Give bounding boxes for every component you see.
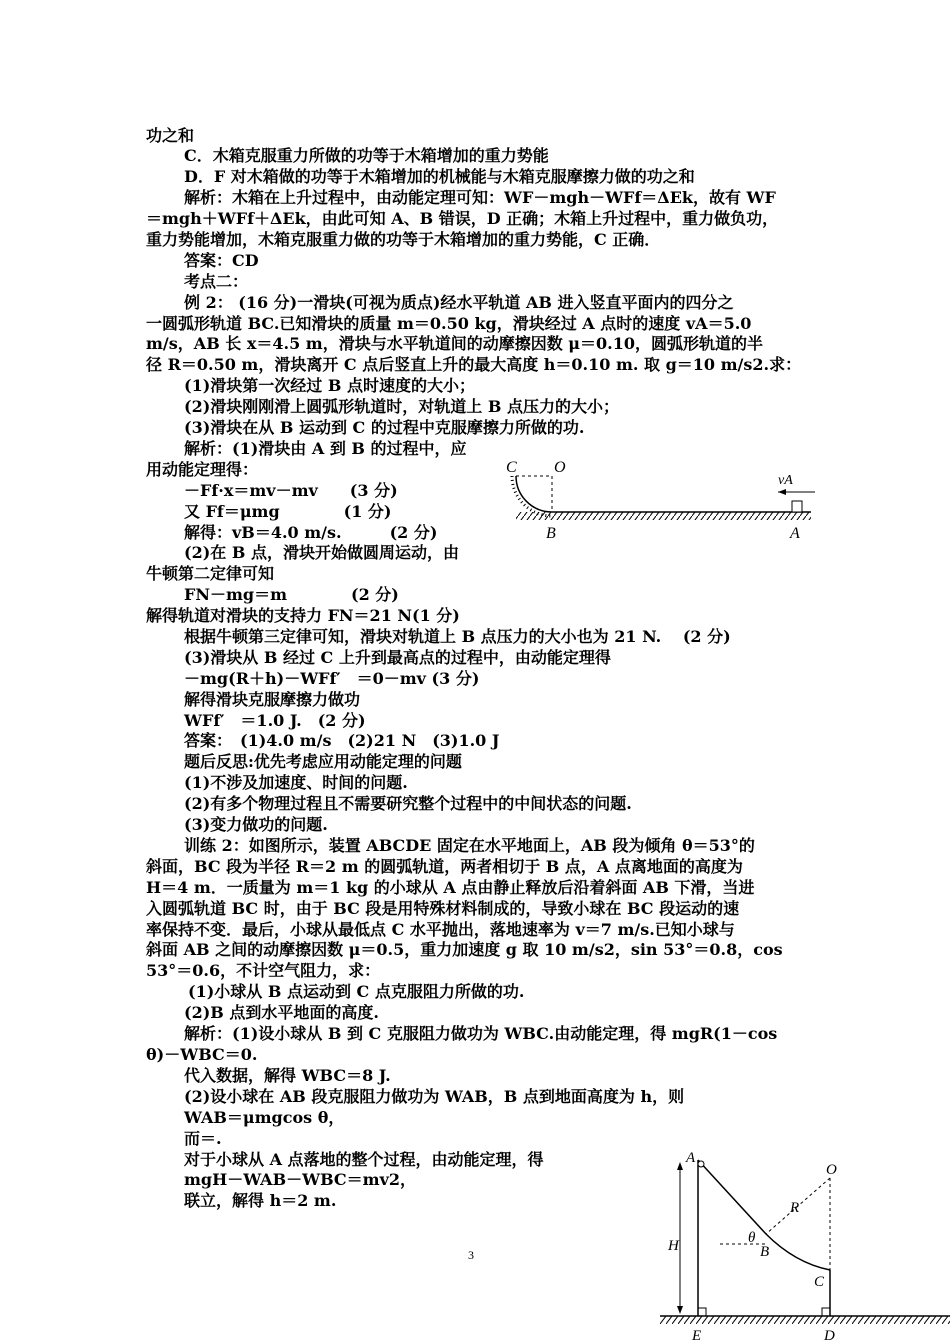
text-line: (2)在 B 点，滑块开始做圆周运动，由	[184, 543, 459, 562]
text-line: 解得轨道对滑块的支持力 FN＝21 N(1 分)	[146, 606, 460, 625]
text-line: (3)变力做功的问题.	[184, 815, 328, 834]
text-line: (2)滑块刚刚滑上圆弧形轨道时，对轨道上 B 点压力的大小；	[184, 397, 619, 416]
text-line: 用动能定理得：	[146, 460, 259, 479]
label-o: O	[826, 1162, 837, 1178]
text-line: 考点二：	[184, 272, 249, 291]
ground-hatching	[516, 512, 811, 520]
velocity-arrowhead	[778, 489, 786, 495]
text-line: 答案：CD	[184, 251, 259, 270]
text-line: －mg(R＋h)－WFf′ ＝0－mv (3 分)	[184, 669, 480, 688]
height-arrow-bottom	[677, 1306, 683, 1314]
arc-track-bc	[516, 476, 552, 512]
text-line: (2)B 点到水平地面的高度.	[184, 1003, 379, 1022]
text-line: (1)滑块第一次经过 B 点时速度的大小；	[184, 376, 475, 395]
ground-hatching	[660, 1316, 950, 1324]
incline-ab	[698, 1160, 766, 1234]
right-angle-d	[822, 1308, 830, 1316]
text-line: m/s，AB 长 x＝4.5 m，滑块与水平轨道间的动摩擦因数 μ＝0.10，圆弧形轨道的半	[146, 334, 763, 353]
text-line: 斜面，BC 段为半径 R＝2 m 的圆弧轨道，两者相切于 B 点，A 点离地面的高度为	[146, 857, 743, 876]
arc-bc	[766, 1234, 830, 1270]
label-c: C	[506, 459, 517, 476]
text-line: (2)有多个物理过程且不需要研究整个过程中的中间状态的问题.	[184, 794, 632, 813]
text-line: (3)滑块在从 B 运动到 C 的过程中克服摩擦力所做的功.	[184, 418, 585, 437]
text-line: 率保持不变．最后，小球从最低点 C 水平抛出，落地速率为 v＝7 m/s.已知小球与	[146, 920, 735, 939]
text-line: (1)小球从 B 点运动到 C 点克服阻力所做的功.	[188, 982, 525, 1001]
text-line: 对于小球从 A 点落地的整个过程，由动能定理，得	[184, 1150, 544, 1169]
text-line: 重力势能增加，木箱克服重力做的功等于木箱增加的重力势能，C 正确．	[146, 230, 661, 249]
text-line: 入圆弧轨道 BC 时，由于 BC 段是用特殊材料制成的，导致小球在 BC 段运动的速	[146, 899, 740, 918]
label-b: B	[546, 525, 556, 542]
text-line: 题后反思:优先考虑应用动能定理的问题	[184, 752, 462, 771]
text-line: 功之和	[146, 126, 195, 145]
page-number: 3	[468, 1248, 474, 1262]
label-a: A	[790, 525, 800, 542]
text-line: WFf′ ＝1.0 J. (2 分)	[184, 711, 366, 730]
text-line: (3)滑块从 B 经过 C 上升到最高点的过程中，由动能定理得	[184, 648, 611, 667]
figure-incline-arc	[660, 1148, 950, 1344]
label-a: A	[686, 1150, 696, 1166]
height-arrow-top	[677, 1162, 683, 1170]
text-line: 又 Ff＝μmg (1 分)	[184, 502, 392, 521]
text-line: 一圆弧形轨道 BC.已知滑块的质量 m＝0.50 kg，滑块经过 A 点时的速度 vA＝5.0	[146, 314, 752, 333]
arc-hatching	[512, 476, 552, 516]
text-line: 解得滑块克服摩擦力做功	[184, 690, 361, 709]
slider-block	[792, 501, 802, 512]
text-line: 53°＝0.6，不计空气阻力，求：	[146, 961, 381, 980]
text-line: 训练 2：如图所示，装置 ABCDE 固定在水平地面上，AB 段为倾角 θ＝53°的	[184, 836, 755, 855]
text-line: FN－mg＝m (2 分)	[184, 585, 399, 604]
label-h: H	[668, 1238, 679, 1254]
text-line: 答案： (1)4.0 m/s (2)21 N (3)1.0 J	[184, 731, 500, 750]
label-r: R	[790, 1200, 800, 1216]
label-va: vA	[778, 473, 793, 488]
text-line: 斜面 AB 之间的动摩擦因数 μ＝0.5，重力加速度 g 取 10 m/s2，sin 53°＝0.8，cos	[146, 940, 783, 959]
text-line: H＝4 m．一质量为 m＝1 kg 的小球从 A 点由静止释放后沿着斜面 AB 下滑，当进	[146, 878, 755, 897]
text-line: (1)不涉及加速度、时间的问题.	[184, 773, 408, 792]
label-c: C	[814, 1274, 825, 1290]
text-line: 而＝.	[184, 1129, 222, 1148]
text-line: 根据牛顿第三定律可知，滑块对轨道上 B 点压力的大小也为 21 N. (2 分)	[184, 627, 731, 646]
text-line: θ)－WBC＝0.	[146, 1045, 258, 1064]
text-line: (2)设小球在 AB 段克服阻力做功为 WAB，B 点到地面高度为 h，则	[184, 1087, 685, 1106]
text-line: D．F 对木箱做的功等于木箱增加的机械能与木箱克服摩擦力做的功之和	[184, 167, 695, 186]
text-line: 代入数据，解得 WBC＝8 J.	[184, 1066, 391, 1085]
text-line: 解析：(1)滑块由 A 到 B 的过程中，应	[184, 439, 467, 458]
text-line: mgH－WAB－WBC＝mv2，	[184, 1170, 417, 1189]
label-d: D	[824, 1328, 835, 1344]
label-o: O	[554, 459, 566, 476]
label-b: B	[760, 1244, 770, 1260]
text-line: C．木箱克服重力所做的功等于木箱增加的重力势能	[184, 146, 549, 165]
label-theta: θ	[748, 1230, 756, 1246]
text-line: 解析：木箱在上升过程中，由动能定理可知：WF－mgh－WFf＝ΔEk，故有 WF	[184, 188, 776, 207]
text-line: 牛顿第二定律可知	[146, 564, 275, 583]
figure-track-arc	[500, 452, 820, 547]
text-line: 例 2： (16 分)一滑块(可视为质点)经水平轨道 AB 进入竖直平面内的四分之	[184, 293, 734, 312]
text-line: 联立，解得 h＝2 m.	[184, 1191, 337, 1210]
text-line: 解得：vB＝4.0 m/s. (2 分)	[184, 523, 438, 542]
text-line: 解析：(1)设小球从 B 到 C 克服阻力做功为 WBC.由动能定理，得 mgR(1－cos	[184, 1024, 778, 1043]
label-e: E	[692, 1328, 702, 1344]
text-line: ＝mgh＋WFf＋ΔEk，由此可知 A、B 错误，D 正确；木箱上升过程中，重力做负功，	[146, 209, 779, 228]
ball	[698, 1161, 704, 1167]
text-line: 径 R＝0.50 m，滑块离开 C 点后竖直上升的最大高度 h＝0.10 m. 取 g＝10 m/s2.求：	[146, 355, 802, 374]
text-line: WAB＝μmgcos θ，	[184, 1108, 345, 1127]
right-angle-e	[698, 1308, 706, 1316]
text-line: －Ff·x＝mv－mv (3 分)	[184, 481, 398, 500]
